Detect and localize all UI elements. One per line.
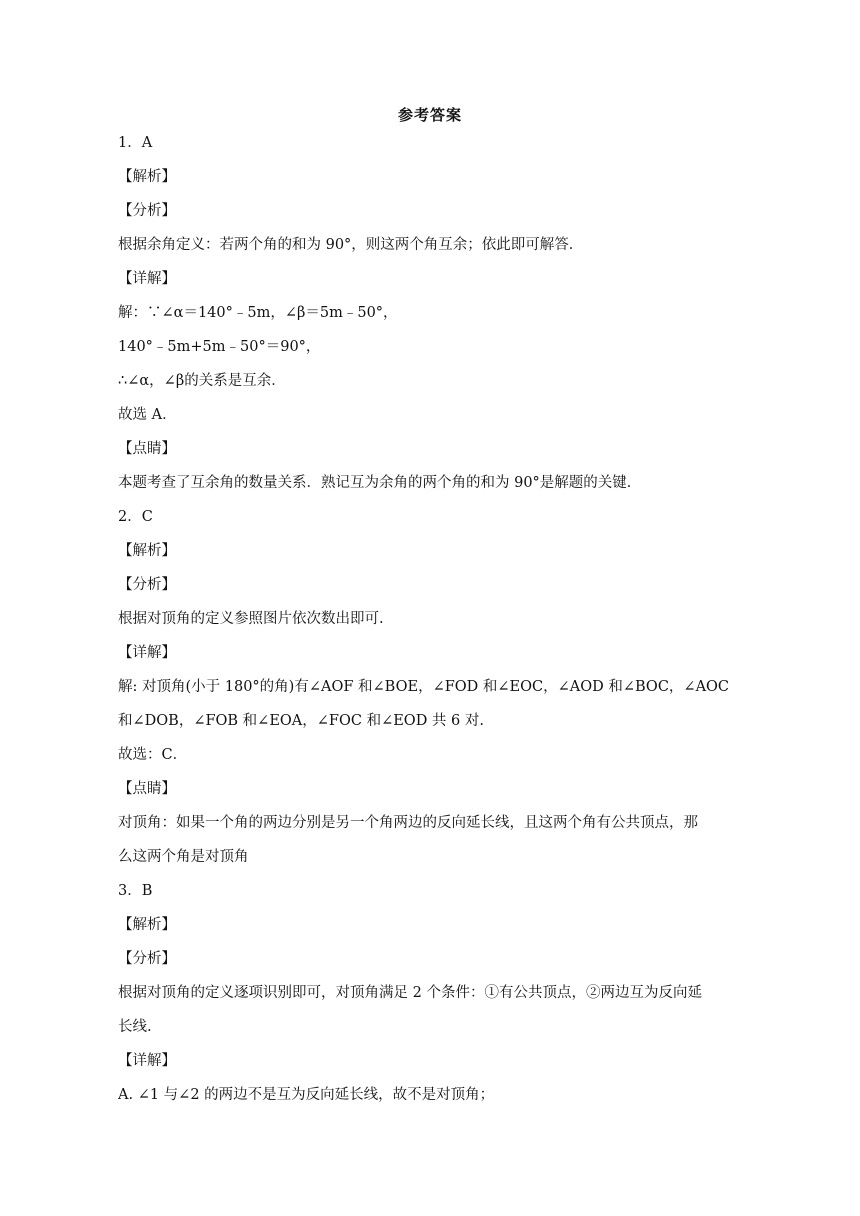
q3-fenxi-text-2: 长线. bbox=[118, 1019, 152, 1035]
q2-xiangjie-heading: 【详解】 bbox=[118, 645, 176, 661]
q2-dianjing-text-2: 么这两个角是对顶角 bbox=[118, 849, 249, 865]
q2-jiexi-heading: 【解析】 bbox=[118, 543, 176, 559]
q1-dianjing-heading: 【点睛】 bbox=[118, 441, 176, 457]
q2-answer: 2．C bbox=[118, 509, 153, 525]
q1-answer: 1．A bbox=[118, 135, 153, 151]
q2-dianjing-heading: 【点睛】 bbox=[118, 781, 176, 797]
q3-solution-line-1: A. ∠1 与∠2 的两边不是互为反向延长线，故不是对顶角； bbox=[118, 1087, 495, 1103]
q3-fenxi-text-1: 根据对顶角的定义逐项识别即可，对顶角满足 2 个条件：①有公共顶点，②两边互为反向延 bbox=[118, 985, 702, 1001]
q3-xiangjie-heading: 【详解】 bbox=[118, 1053, 176, 1069]
answer-content bbox=[118, 126, 738, 1112]
q1-solution-line-1: 解：∵∠α＝140°﹣5m，∠β＝5m﹣50°， bbox=[118, 305, 398, 321]
q1-dianjing-text: 本题考查了互余角的数量关系．熟记互为余角的两个角的和为 90°是解题的关键． bbox=[118, 475, 642, 491]
q1-solution-line-2: 140°﹣5m+5m﹣50°＝90°， bbox=[118, 339, 321, 355]
q1-jiexi-heading: 【解析】 bbox=[118, 169, 176, 185]
q2-solution-line-2: 和∠DOB，∠FOB 和∠EOA，∠FOC 和∠EOD 共 6 对. bbox=[118, 713, 484, 729]
q1-solution-line-3: ∴∠α，∠β的关系是互余． bbox=[118, 373, 286, 389]
page-title: 参考答案 bbox=[397, 106, 462, 124]
q2-dianjing-text-1: 对顶角：如果一个角的两边分别是另一个角两边的反向延长线，且这两个角有公共顶点，那 bbox=[118, 815, 698, 831]
q1-fenxi-heading: 【分析】 bbox=[118, 203, 176, 219]
q2-choice: 故选：C． bbox=[118, 747, 188, 763]
q1-fenxi-text: 根据余角定义：若两个角的和为 90°，则这两个角互余；依此即可解答． bbox=[118, 237, 584, 253]
q2-fenxi-heading: 【分析】 bbox=[118, 577, 176, 593]
q2-solution-line-1: 解: 对顶角(小于 180°的角)有∠AOF 和∠BOE，∠FOD 和∠EOC，∠AOD 和∠BOC，∠AOC bbox=[118, 679, 730, 695]
q2-fenxi-text: 根据对顶角的定义参照图片依次数出即可. bbox=[118, 611, 384, 627]
q3-fenxi-heading: 【分析】 bbox=[118, 951, 176, 967]
q1-xiangjie-heading: 【详解】 bbox=[118, 271, 176, 287]
q3-jiexi-heading: 【解析】 bbox=[118, 917, 176, 933]
q3-answer: 3．B bbox=[118, 883, 153, 899]
q1-choice: 故选 A． bbox=[118, 407, 177, 423]
